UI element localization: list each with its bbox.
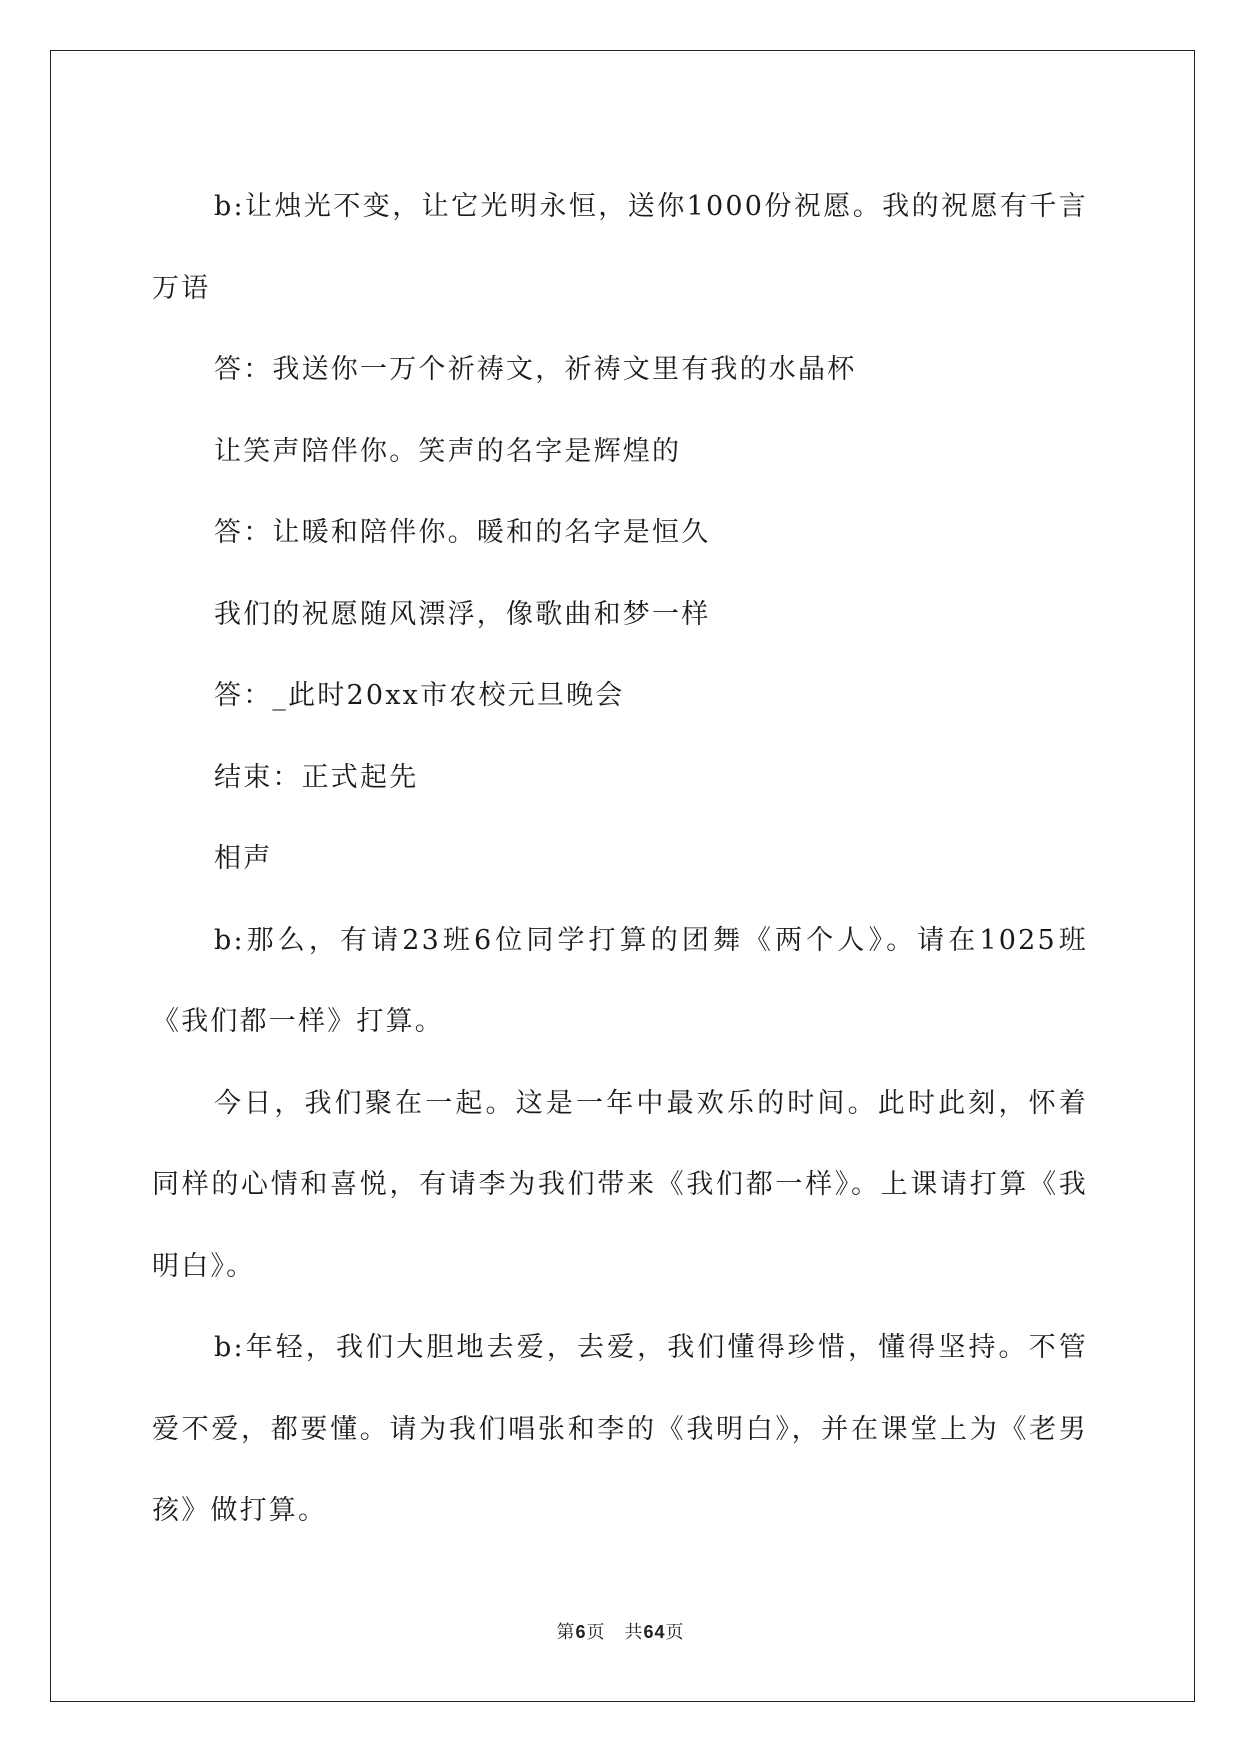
paragraph-3: 让笑声陪伴你。笑声的名字是辉煌的 [214, 435, 682, 467]
paragraph-9: b:那么，有请23班6位同学打算的团舞《两个人》。请在1025班《我们都一样》打算。 [152, 924, 1088, 1037]
footer-middle: 页 共 [586, 1622, 644, 1643]
paragraph-5: 我们的祝愿随风漂浮，像歌曲和梦一样 [214, 598, 711, 630]
paragraph-10: 今日，我们聚在一起。这是一年中最欢乐的时间。此时此刻，怀着同样的心情和喜悦，有请李为我们带来《我们都一样》。上课请打算《我明白》。 [152, 1087, 1088, 1282]
paragraph-6: 答：_此时20xx市农校元旦晚会 [214, 680, 625, 711]
footer-suffix: 页 [665, 1622, 685, 1643]
document-body [152, 166, 1088, 1552]
paragraph-2: 答：我送你一万个祈祷文，祈祷文里有我的水晶杯 [214, 354, 857, 385]
paragraph-1: b:让烛光不变，让它光明永恒，送你1000份祝愿。我的祝愿有千言万语 [152, 191, 1088, 304]
paragraph-11: b:年轻，我们大胆地去爱，去爱，我们懂得珍惜，懂得坚持。不管爱不爱，都要懂。请为我们唱张和李的《我明白》，并在课堂上为《老男孩》做打算。 [152, 1332, 1088, 1526]
paragraph-4: 答：让暖和陪伴你。暖和的名字是恒久 [214, 517, 711, 548]
total-page-count: 64 [643, 1622, 666, 1642]
footer-prefix: 第 [556, 1622, 576, 1643]
paragraph-7: 结束：正式起先 [214, 761, 419, 793]
page-footer [0, 1620, 1241, 1645]
paragraph-8: 相声 [214, 843, 273, 874]
current-page-number: 6 [575, 1622, 587, 1642]
